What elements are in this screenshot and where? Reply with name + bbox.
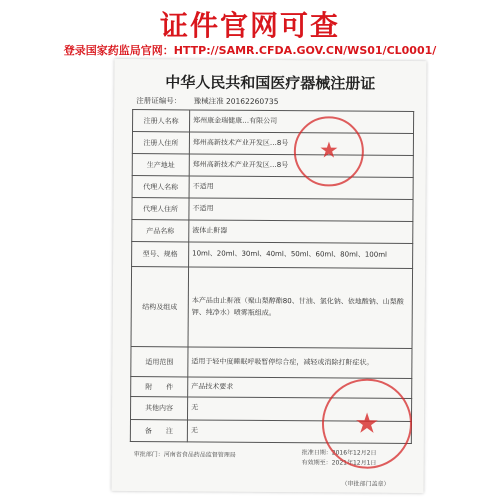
registration-certificate — [111, 59, 426, 493]
row-label: 产品名称 — [132, 220, 189, 242]
table-row — [132, 220, 413, 244]
row-label: 注册人住所 — [132, 132, 189, 154]
row-label: 注册人名称 — [133, 110, 190, 132]
table-row — [132, 132, 413, 156]
row-value: 不适用 — [189, 176, 413, 200]
row-value: 无 — [187, 420, 411, 444]
row-value: 10ml、20ml、30ml、40ml、50ml、60ml、80ml、100ml — [189, 242, 413, 269]
row-label: 备 注 — [130, 420, 187, 442]
row-value: 郑州康金瑞健康…有限公司 — [190, 110, 414, 134]
row-label: 结构及组成 — [131, 267, 189, 347]
table-row — [132, 242, 413, 269]
valid-until-date: 有效期至：2021年12月1日 — [301, 459, 377, 467]
seal-star-icon: ★ — [354, 406, 380, 440]
row-label: 生产地址 — [132, 154, 189, 176]
registration-number-label: 注册证编号： — [136, 96, 182, 106]
seal-note: （审批部门盖章） — [341, 480, 390, 488]
row-value: 适用于轻中度睡眠呼吸暂停综合症，减轻或消除打鼾症状。 — [188, 347, 412, 379]
table-row — [132, 176, 413, 200]
row-label: 附 件 — [131, 377, 188, 397]
banner-subtitle: 登录国家药监局官网：HTTP://SAMR.CFDA.GOV.CN/WS01/CL0001/ — [63, 44, 437, 57]
table-row — [132, 154, 413, 178]
row-value: 本产品由止鼾液（聚山梨醇酯80、甘油、氯化钠、依地酸钠、山梨酸钾、纯净水）喷雾瓶组成。 — [188, 267, 413, 349]
row-value: 不适用 — [189, 198, 413, 222]
row-label: 适用范围 — [131, 347, 188, 377]
banner-title: 证件官网可查 — [159, 9, 340, 42]
approval-date: 批准日期：2016年12月2日 — [301, 449, 377, 457]
approval-department: 审批部门：河南省食品药品监督管理局 — [133, 451, 236, 459]
seal-star-icon: ★ — [318, 138, 339, 164]
table-row — [133, 110, 414, 134]
row-label: 型号、规格 — [132, 242, 189, 267]
official-seal-stamp — [294, 116, 364, 186]
registration-number-value: 豫械注准 20162260735 — [193, 96, 279, 107]
certificate-title: 中华人民共和国医疗器械注册证 — [165, 73, 376, 93]
row-label: 代理人名称 — [132, 176, 189, 198]
row-value: 郑州高新技术产业开发区…8号 — [189, 154, 413, 178]
approval-seal-stamp — [322, 378, 413, 469]
row-value: 液体止鼾器 — [189, 220, 413, 244]
row-value: 无 — [187, 397, 411, 422]
row-value: 产品技术要求 — [188, 377, 412, 399]
table-row — [132, 198, 413, 222]
row-label: 代理人住所 — [132, 198, 189, 220]
row-label: 其他内容 — [130, 397, 187, 420]
table-row — [131, 347, 412, 379]
registration-number — [136, 95, 278, 107]
row-value: 郑州高新技术产业开发区…8号 — [189, 132, 413, 156]
table-row — [131, 267, 413, 349]
